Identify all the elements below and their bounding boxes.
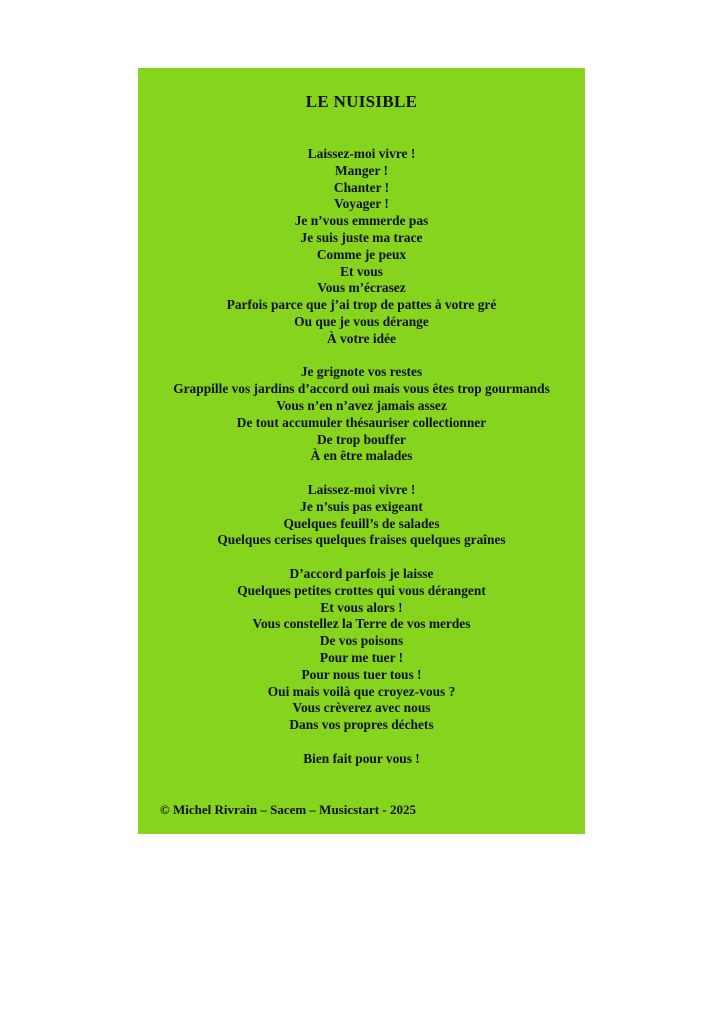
stanza-2 xyxy=(138,364,585,465)
poem-line: Et vous alors ! xyxy=(320,599,403,615)
poem-line: Et vous xyxy=(340,263,383,279)
poem-line: Voyager ! xyxy=(334,196,389,212)
poem-line: Vous crèverez avec nous xyxy=(292,700,431,716)
poem-line: Je suis juste ma trace xyxy=(300,229,423,245)
poem-line: Vous n’en n’avez jamais assez xyxy=(276,397,447,413)
poem-line: À en être malades xyxy=(310,448,413,464)
poem-line: Comme je peux xyxy=(316,246,407,262)
poem-line: Quelques petites crottes qui vous dérangent xyxy=(237,582,486,598)
poem-line: Je n’suis pas exigeant xyxy=(300,498,423,514)
poem-line: Manger ! xyxy=(335,162,388,178)
stanza-5 xyxy=(138,751,585,768)
poem-card xyxy=(138,68,585,834)
poem-line: Laissez-moi vivre ! xyxy=(307,481,416,497)
poem-line: Ou que je vous dérange xyxy=(294,313,429,329)
poem-line: Laissez-moi vivre ! xyxy=(307,146,416,161)
poem-line: Vous m’écrasez xyxy=(317,280,406,296)
stanza-3 xyxy=(138,482,585,549)
poem-line: Dans vos propres déchets xyxy=(289,717,434,733)
poem-line: À votre idée xyxy=(327,330,396,346)
poem-line: Vous constellez la Terre de vos merdes xyxy=(252,616,471,632)
poem-line: De vos poisons xyxy=(319,633,404,649)
copyright-notice: © Michel Rivrain – Sacem – Musicstart - 2025 xyxy=(160,802,416,817)
stanza-1 xyxy=(138,146,585,348)
poem-line: Parfois parce que j’ai trop de pattes à votre gré xyxy=(226,297,497,313)
poem-line: D’accord parfois je laisse xyxy=(289,565,434,581)
stanza-4 xyxy=(138,566,585,734)
poem-line: Chanter ! xyxy=(333,179,390,195)
poem-line: Je grignote vos restes xyxy=(300,364,423,380)
poem-line: De trop bouffer xyxy=(316,431,406,447)
poem-body xyxy=(138,146,585,784)
poem-line: Pour me tuer ! xyxy=(319,649,404,665)
poem-line: Quelques feuill’s de salades xyxy=(283,515,440,531)
poem-line: Pour nous tuer tous ! xyxy=(301,666,422,682)
poem-title: LE NUISIBLE xyxy=(305,92,418,111)
poem-line: Oui mais voilà que croyez-vous ? xyxy=(267,683,456,699)
poem-line: Quelques cerises quelques fraises quelques graînes xyxy=(217,532,506,548)
poem-line: De tout accumuler thésauriser collectionner xyxy=(236,414,487,430)
poem-line: Je n’vous emmerde pas xyxy=(294,213,429,229)
poem-line: Bien fait pour vous ! xyxy=(303,750,420,766)
poem-line: Grappille vos jardins d’accord oui mais vous êtes trop gourmands xyxy=(173,381,550,397)
